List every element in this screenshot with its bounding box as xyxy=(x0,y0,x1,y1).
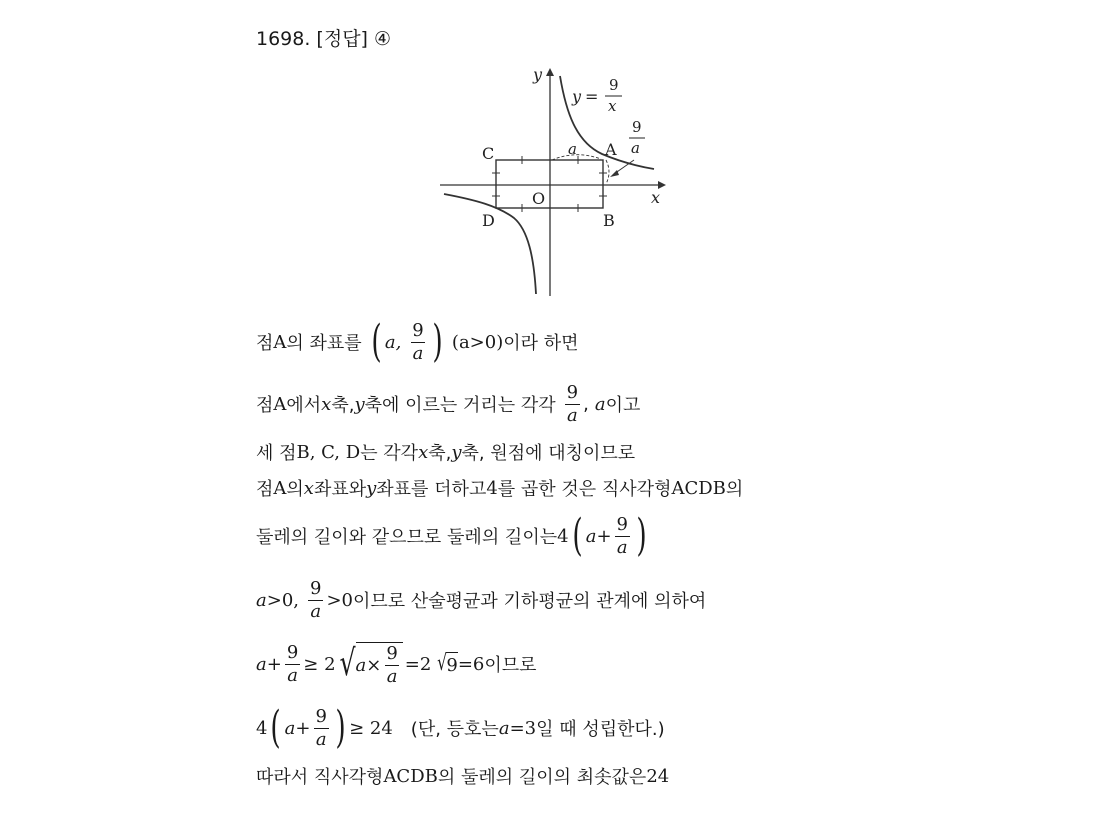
text-solution-l1-den: a xyxy=(412,342,424,364)
text-solution-l2-t2: 축, xyxy=(331,395,355,416)
text-solution-l4-A: A xyxy=(273,477,287,499)
text-solution-l6-den: a xyxy=(310,600,322,622)
axis-label-x: x xyxy=(651,188,661,207)
problem-title: 1698. [정답] ④ xyxy=(256,28,392,50)
func-label-eq: = xyxy=(585,87,599,106)
text-solution-l6-a: a xyxy=(256,589,267,611)
solution-line-6 xyxy=(256,577,707,622)
text-solution-l7-in-num: 9 xyxy=(386,643,398,664)
solution-line-2 xyxy=(256,381,641,426)
distance-label-a: a xyxy=(568,140,577,158)
text-solution-l5-den: a xyxy=(616,536,628,558)
text-solution-l9-pre: 따라서 직사각형 xyxy=(256,767,384,788)
solution-line-8: 4 ( a + $\frac{9}{a}$ ) ≥ 24 (단, 등호는 a =3 일 때 성립한다.) xyxy=(256,702,665,753)
text-solution-l8-ge: ≥ 24 xyxy=(349,717,393,739)
text-solution-l1-post: 이라 하면 xyxy=(503,333,579,354)
text-solution-l3-t3: 축, 원점에 대칭이므로 xyxy=(461,443,636,464)
point-label-b: B xyxy=(603,211,615,230)
sqrt-nine: √ 9 xyxy=(437,651,458,676)
text-solution-l2-t3: 축에 이르는 거리는 각각 xyxy=(364,395,556,416)
text-solution-l7-plus: + xyxy=(266,653,282,675)
point-label-c: C xyxy=(482,144,495,163)
y-axis-arrow xyxy=(546,68,554,76)
text-solution-l7-eq: =2 xyxy=(404,653,432,675)
text-solution-l5-4: 4 xyxy=(557,525,569,547)
text-solution-l8-note-pre: (단, 등호는 xyxy=(410,719,499,740)
text-solution-l2-x: x xyxy=(321,393,332,415)
func-label-num: 9 xyxy=(609,76,619,94)
text-solution-l4-x: x xyxy=(303,477,314,499)
text-solution-l5-pre: 둘레의 길이와 같으므로 둘레의 길이는 xyxy=(256,527,558,548)
text-solution-l4-post: 의 xyxy=(725,479,744,500)
text-solution-l8-note-a: a xyxy=(498,717,510,739)
text-solution-l3-pre: 세 점 xyxy=(256,443,297,464)
text-solution-l9-val: 24 xyxy=(646,765,670,787)
solution-line-4 xyxy=(256,468,743,508)
text-solution-l4-t2: 좌표와 xyxy=(313,479,367,500)
solution-line-5: 둘레의 길이와 같으므로 둘레의 길이는 4 ( a + $\frac{9}{a}$ ) xyxy=(256,510,647,561)
text-solution-l9-rect: ACDB xyxy=(383,765,438,787)
solution-line-3 xyxy=(256,432,635,472)
text-solution-l2-a: a xyxy=(594,393,606,415)
text-solution-l1-a: a, xyxy=(384,331,402,353)
sqrt-product: √ a × $\frac{9}{a}$ xyxy=(336,642,403,686)
text-solution-l7-times: × xyxy=(366,655,382,676)
text-solution-l3-t1: 는 각각 xyxy=(360,443,419,464)
point-label-d: D xyxy=(482,211,495,230)
text-solution-l4-t3: 좌표를 더하고 xyxy=(376,479,487,500)
text-solution-l1-A: A xyxy=(273,331,287,353)
text-solution-l8-4: 4 xyxy=(256,717,268,739)
text-solution-l2-pre: 점 xyxy=(256,395,274,416)
text-solution-l7-ge: ≥ 2 xyxy=(303,653,336,675)
text-solution-l7-in-den: a xyxy=(386,666,398,687)
hyperbola-graph xyxy=(436,62,676,302)
origin-label: O xyxy=(532,189,546,208)
text-solution-l4-y: y xyxy=(366,477,377,499)
text-solution-l1-num: 9 xyxy=(412,319,424,341)
text-solution-l2-t1: 에서 xyxy=(286,395,322,416)
text-solution-l4-rect: ACDB xyxy=(671,477,726,499)
text-solution-l3-y: y xyxy=(451,441,462,463)
text-solution-l1-mid: 의 좌표를 xyxy=(286,333,362,354)
text-solution-l4-t4: 를 곱한 것은 직사각형 xyxy=(497,479,672,500)
text-solution-l9-post: 의 둘레의 길이의 최솟값은 xyxy=(437,767,647,788)
distance-frac-den: a xyxy=(631,139,640,157)
axis-label-y: y xyxy=(533,65,543,84)
text-solution-l4-t1: 의 xyxy=(286,479,304,500)
text-solution-l2-num: 9 xyxy=(566,381,579,403)
text-solution-l3-t2: 축, xyxy=(428,443,452,464)
text-solution-l7-sq: 9 xyxy=(446,655,458,676)
text-solution-l8-a: a xyxy=(284,717,296,739)
solution-line-7 xyxy=(256,641,537,687)
text-solution-l8-note-post: 일 때 성립한다.) xyxy=(536,719,665,740)
text-solution-l6-gt0: >0, xyxy=(266,589,299,611)
text-solution-l7-post: 이므로 xyxy=(484,655,537,676)
text-solution-l8-den: a xyxy=(315,728,327,750)
text-solution-l2-y: y xyxy=(354,393,365,415)
distance-frac-num: 9 xyxy=(632,118,642,136)
text-solution-l8-num: 9 xyxy=(315,705,327,727)
text-solution-l5-plus: + xyxy=(596,525,612,547)
text-solution-l6-gt: >0 xyxy=(326,589,353,611)
solution-line-9 xyxy=(256,756,669,796)
text-solution-l8-plus: + xyxy=(295,717,311,739)
text-solution-l6-post: 이므로 산술평균과 기하평균의 관계에 의하여 xyxy=(353,591,707,612)
text-solution-l4-pre: 점 xyxy=(256,479,274,500)
text-solution-l5-a: a xyxy=(585,525,597,547)
text-solution-l2-comma: , xyxy=(583,393,589,415)
func-label-den: x xyxy=(608,97,617,115)
text-solution-l6-num: 9 xyxy=(310,577,322,599)
solution-line-1: 점 A 의 좌표를 ( a, $\frac{9}{a}$ ) (a>0) 이라 하면 xyxy=(256,316,579,367)
text-solution-l7-res: =6 xyxy=(457,653,485,675)
text-solution-l2-post: 이고 xyxy=(605,395,641,416)
func-label-y: y xyxy=(572,87,582,106)
point-label-a: A xyxy=(605,140,617,159)
text-solution-l7-a: a xyxy=(256,653,267,675)
text-solution-l3-pts: B, C, D xyxy=(296,441,361,463)
text-solution-l7-in-a: a xyxy=(355,655,367,676)
text-solution-l2-A: A xyxy=(273,393,287,415)
text-solution-l2-den: a xyxy=(567,404,578,426)
text-solution-l7-num: 9 xyxy=(286,641,299,663)
text-solution-l7-den: a xyxy=(287,664,298,686)
dashed-distance-frac xyxy=(606,160,609,184)
text-solution-l8-note-eq: =3 xyxy=(509,717,537,739)
text-solution-l1-cond: (a>0) xyxy=(451,331,504,353)
text-solution-l1-pre: 점 xyxy=(256,333,274,354)
text-solution-l4-4: 4 xyxy=(486,477,498,499)
text-solution-l5-num: 9 xyxy=(616,513,628,535)
text-solution-l3-x: x xyxy=(418,441,429,463)
